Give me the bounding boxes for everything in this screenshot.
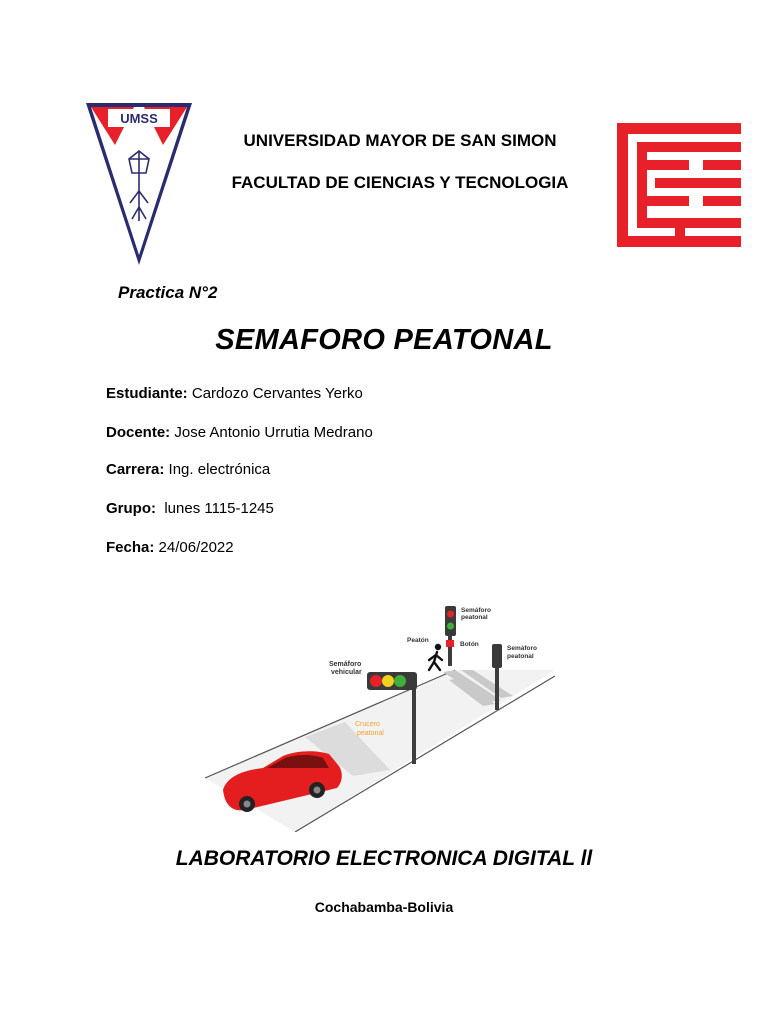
umss-logo [86, 103, 192, 265]
field-estudiante [106, 385, 363, 402]
field-value: 24/06/2022 [154, 539, 234, 556]
faculty-name: FACULTAD DE CIENCIAS Y TECNOLOGIA [231, 173, 569, 192]
ped-light-1-label-2: peatonal [461, 614, 488, 621]
field-label: Docente: [106, 424, 171, 441]
pedestrian-light-2 [492, 644, 502, 668]
university-name: UNIVERSIDAD MAYOR DE SAN SIMON [243, 131, 557, 150]
field-value: Jose Antonio Urrutia Medrano [170, 424, 373, 441]
field-value: lunes 1115-1245 [156, 500, 274, 517]
ped-light-1-label-1: Semáforo [461, 607, 491, 614]
field-value: Cardozo Cervantes Yerko [187, 385, 363, 402]
field-docente [106, 424, 373, 441]
ped-light-2-label-1: Semáforo [507, 645, 537, 652]
umss-logo-text: UMSS [120, 111, 158, 126]
field-grupo [106, 500, 274, 517]
city-location: Cochabamba-Bolivia [314, 899, 454, 915]
field-label: Estudiante: [106, 385, 188, 402]
field-value: Ing. electrónica [164, 461, 271, 478]
field-label: Grupo: [106, 500, 156, 517]
field-carrera [106, 461, 270, 478]
push-button [446, 640, 454, 647]
field-label: Fecha: [106, 539, 155, 556]
lab-title: LABORATORIO ELECTRONICA DIGITAL ll [175, 847, 593, 870]
crossing-illustration [205, 600, 565, 832]
pedestrian-figure [429, 652, 442, 670]
crucero-label-2: peatonal [357, 730, 384, 737]
pedestrian-label: Peatón [407, 637, 429, 644]
fcyt-logo [617, 123, 741, 247]
document-title: SEMAFORO PEATONAL [215, 324, 553, 356]
button-label: Botón [460, 641, 479, 648]
field-label: Carrera: [106, 461, 165, 478]
vehicle-light-label-1: Semáforo [329, 661, 362, 668]
vehicle-light-label-2: vehicular [331, 669, 362, 676]
practice-number: Practica N°2 [118, 283, 218, 302]
crucero-label-1: Crucero [355, 721, 380, 728]
ped-light-2-label-2: peatonal [507, 653, 534, 660]
field-fecha [106, 539, 234, 556]
